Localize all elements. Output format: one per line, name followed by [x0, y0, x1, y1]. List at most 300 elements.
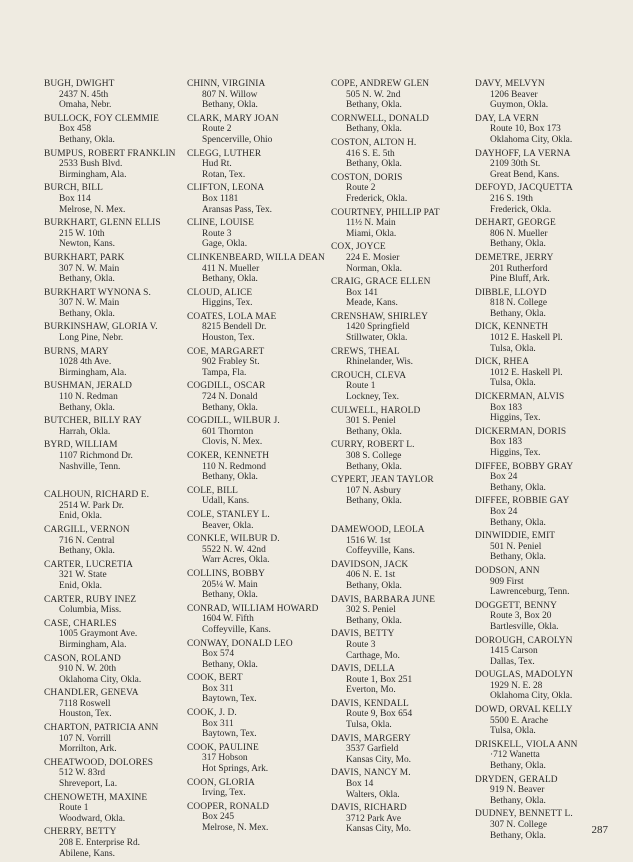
entry-name: DUDNEY, BENNETT L.	[475, 809, 573, 820]
entry-name: DOWD, ORVAL KELLY	[475, 705, 573, 716]
entry-address-line: Hud Rt.	[202, 159, 232, 170]
entry-name: DIBBLE, LLOYD	[475, 287, 547, 298]
directory-entry	[187, 149, 329, 181]
entry-name: CYPERT, JEAN TAYLOR	[331, 475, 434, 486]
entry-address-line: 307 N. College	[490, 820, 548, 830]
entry-name: DOUGLAS, MADOLYN	[475, 670, 574, 681]
entry-name: COKER, KENNETH	[187, 451, 270, 461]
directory-entry	[187, 778, 329, 799]
entry-name: DAYHOFF, LA VERNA	[475, 148, 571, 159]
entry-address-line: Bethany, Okla.	[202, 472, 258, 483]
entry-address-line: 2514 W. Park Dr.	[59, 500, 124, 511]
entry-address-line: Rotan, Tex.	[202, 169, 246, 180]
directory-entry	[475, 357, 625, 389]
entry-address-line: Bethany, Okla.	[490, 517, 546, 528]
entry-name: CLIFTON, LEONA	[187, 183, 265, 194]
page-number: 287	[591, 824, 608, 836]
entry-name: DAY, LA VERN	[475, 113, 539, 124]
entry-name: BUSHMAN, JERALD	[44, 381, 132, 392]
directory-entry	[187, 673, 329, 705]
entry-address-line: Birmingham, Ala.	[59, 169, 127, 180]
entry-name: CLARK, MARY JOAN	[187, 113, 279, 124]
directory-entry	[475, 636, 625, 668]
entry-address-line: Higgins, Tex.	[202, 298, 253, 309]
directory-entry	[475, 566, 625, 598]
entry-address-line: Dallas, Tex.	[490, 656, 535, 667]
entry-address-line: Aransas Pass, Tex.	[202, 204, 272, 215]
entry-address-line: 107 N. Vorrill	[59, 733, 111, 744]
entry-address-line: 1107 Richmond Dr.	[59, 451, 133, 461]
entry-name: CRENSHAW, SHIRLEY	[331, 311, 428, 322]
directory-entry	[331, 664, 473, 696]
entry-name: BURKHART WYNONA S.	[44, 287, 151, 298]
directory-entry	[331, 406, 473, 438]
directory-entry	[187, 569, 329, 601]
entry-address-line: Abilene, Kans.	[59, 848, 115, 859]
directory-entry	[44, 183, 184, 215]
entry-name: COOK, BERT	[187, 673, 243, 684]
entry-address-line: 205¼ W. Main	[202, 579, 258, 590]
entry-address-line: Bethany, Okla.	[59, 134, 115, 145]
entry-address-line: 902 Frabley St.	[202, 357, 260, 368]
entry-address-line: 302 S. Peniel	[346, 605, 396, 616]
entry-name: DAMEWOOD, LEOLA	[331, 524, 425, 535]
directory-entry	[331, 629, 473, 661]
directory-entry	[475, 183, 625, 215]
directory-entry	[44, 347, 184, 379]
entry-address-line: 1516 W. 1st	[346, 535, 391, 546]
entry-address-line: Box 183	[490, 402, 523, 413]
entry-name: CASON, ROLAND	[44, 653, 121, 664]
entry-address-line: Route 1	[59, 803, 89, 814]
entry-address-line: Bethany, Okla.	[346, 580, 402, 591]
directory-entry	[475, 288, 625, 320]
directory-entry	[331, 208, 473, 240]
entry-address-line: Higgins, Tex.	[490, 413, 541, 424]
entry-name: DICK, KENNETH	[475, 322, 549, 333]
directory-column-3	[331, 79, 473, 838]
directory-entry	[475, 601, 625, 633]
entry-name: BURCH, BILL	[44, 183, 103, 194]
directory-entry	[44, 381, 184, 413]
directory-entry	[475, 705, 625, 737]
entry-address-line: 724 N. Donald	[202, 392, 258, 403]
directory-entry	[331, 138, 473, 170]
directory-entry	[331, 347, 473, 368]
entry-address-line: Omaha, Nebr.	[59, 100, 112, 111]
entry-name: DICKERMAN, ALVIS	[475, 392, 565, 403]
directory-entry	[331, 734, 473, 766]
entry-address-line: Clovis, N. Mex.	[202, 437, 263, 448]
entry-address-line: 1012 E. Haskell Pl.	[490, 367, 563, 378]
directory-entry	[331, 173, 473, 205]
entry-address-line: 5522 N. W. 42nd	[202, 544, 266, 555]
entry-address-line: Bethany, Okla.	[346, 159, 402, 170]
directory-entry	[187, 639, 329, 671]
entry-address-line: Enid, Okla.	[59, 511, 102, 522]
entry-name: COGDILL, OSCAR	[187, 381, 266, 392]
entry-name: CHINN, VIRGINIA	[187, 79, 266, 89]
entry-address-line: Walters, Okla.	[346, 789, 400, 800]
entry-name: BULLOCK, FOY CLEMMIE	[44, 113, 159, 124]
entry-address-line: Bethany, Okla.	[346, 124, 402, 135]
entry-address-line: 806 N. Mueller	[490, 228, 548, 239]
directory-entry	[187, 253, 329, 285]
directory-entry	[187, 347, 329, 379]
entry-address-line: Norman, Okla.	[346, 263, 402, 274]
directory-entry	[44, 827, 184, 859]
directory-entry	[331, 595, 473, 627]
directory-column-4	[475, 79, 625, 844]
entry-address-line: Box 311	[202, 683, 234, 694]
entry-address-line: Box 141	[346, 287, 379, 298]
entry-name: DIFFEE, BOBBY GRAY	[475, 461, 574, 472]
entry-name: CONRAD, WILLIAM HOWARD	[187, 603, 319, 614]
directory-entry	[475, 392, 625, 424]
entry-address-line: Columbia, Miss.	[59, 605, 122, 616]
directory-entry	[187, 802, 329, 834]
directory-entry	[475, 322, 625, 354]
directory-entry	[331, 277, 473, 309]
entry-name: CHEATWOOD, DOLORES	[44, 757, 154, 768]
entry-name: CULWELL, HAROLD	[331, 405, 421, 416]
entry-name: DAVIDSON, JACK	[331, 559, 409, 570]
entry-name: CARGILL, VERNON	[44, 524, 130, 535]
entry-address-line: 909 First	[490, 576, 524, 587]
entry-address-line: Box 114	[59, 193, 91, 204]
entry-address-line: Route 9, Box 654	[346, 709, 413, 720]
entry-address-line: 1420 Springfield	[346, 322, 410, 333]
directory-entry	[187, 114, 329, 146]
entry-address-line: Melrose, N. Mex.	[202, 823, 269, 833]
directory-entry	[44, 416, 184, 437]
directory-entry	[44, 149, 184, 181]
entry-name: CARTER, LUCRETIA	[44, 559, 134, 570]
entry-address-line: 807 N. Willow	[202, 89, 258, 100]
entry-name: CONWAY, DONALD LEO	[187, 638, 293, 649]
entry-address-line: Frederick, Okla.	[490, 204, 552, 215]
entry-address-line: Bethany, Okla.	[202, 402, 258, 413]
entry-address-line: 2109 30th St.	[490, 159, 541, 170]
directory-entry	[475, 531, 625, 563]
directory-entry	[44, 79, 184, 111]
entry-address-line: Bethany, Okla.	[346, 100, 402, 111]
entry-address-line: Oklahoma City, Okla.	[490, 134, 573, 145]
entry-name: DOGGETT, BENNY	[475, 600, 557, 611]
entry-address-line: 208 E. Enterprise Rd.	[59, 838, 140, 848]
entry-name: DRISKELL, VIOLA ANN	[475, 739, 578, 750]
directory-entry	[475, 740, 625, 772]
directory-entry	[187, 604, 329, 636]
entry-address-line: Higgins, Tex.	[490, 448, 541, 458]
entry-name: CLINKENBEARD, WILLA DEAN	[187, 252, 325, 263]
entry-name: COSTON, DORIS	[331, 172, 403, 183]
entry-address-line: Rhinelander, Wis.	[346, 357, 414, 368]
entry-address-line: Meade, Kans.	[346, 298, 398, 309]
entry-address-line: Tulsa, Okla.	[490, 343, 536, 354]
directory-entry	[331, 699, 473, 731]
directory-entry	[475, 79, 625, 111]
directory-entry	[44, 525, 184, 557]
directory-entry	[475, 149, 625, 181]
entry-address-line: Coffeyville, Kans.	[202, 624, 271, 635]
entry-address-line: Route 2	[346, 183, 376, 194]
entry-address-line: Route 1	[346, 381, 376, 392]
entry-address-line: 3712 Park Ave	[346, 813, 402, 824]
entry-name: DAVIS, BETTY	[331, 629, 395, 640]
entry-name: BUTCHER, BILLY RAY	[44, 416, 142, 427]
entry-address-line: Bethany, Okla.	[490, 795, 546, 806]
entry-name: CORNWELL, DONALD	[331, 113, 429, 124]
entry-address-line: Box 311	[202, 718, 234, 729]
entry-name: CLOUD, ALICE	[187, 287, 253, 298]
directory-entry	[475, 775, 625, 807]
entry-address-line: Great Bend, Kans.	[490, 169, 560, 180]
directory-entry	[44, 114, 184, 146]
entry-name: CHARTON, PATRICIA ANN	[44, 723, 159, 734]
entry-address-line: Bethany, Okla.	[490, 308, 546, 319]
directory-entry	[44, 218, 184, 250]
entry-address-line: Bethany, Okla.	[59, 274, 115, 285]
entry-address-line: Harrah, Okla.	[59, 426, 111, 437]
directory-entry	[44, 619, 184, 651]
entry-name: DAVIS, RICHARD	[331, 803, 407, 814]
entry-address-line: Route 3, Box 20	[490, 611, 552, 622]
entry-name: COOK, PAULINE	[187, 742, 259, 753]
entry-address-line: Carthage, Mo.	[346, 650, 400, 661]
directory-entry	[475, 253, 625, 285]
entry-address-line: Kansas City, Mo.	[346, 824, 412, 835]
entry-address-line: Bethany, Okla.	[490, 830, 546, 841]
entry-name: BUGH, DWIGHT	[44, 79, 115, 89]
directory-entry	[187, 510, 329, 531]
directory-entry	[331, 440, 473, 472]
entry-address-line: 505 N. W. 2nd	[346, 89, 401, 100]
entry-address-line: 818 N. College	[490, 298, 548, 309]
entry-address-line: Birmingham, Ala.	[59, 367, 127, 378]
entry-address-line: Box 245	[202, 812, 235, 823]
entry-name: CASE, CHARLES	[44, 618, 117, 629]
entry-address-line: ·712 Wanetta	[490, 750, 540, 761]
entry-address-line: Shreveport, La.	[59, 779, 118, 790]
directory-entry	[475, 670, 625, 702]
directory-entry	[187, 381, 329, 413]
entry-name: COLE, STANLEY L.	[187, 509, 270, 520]
entry-name: COSTON, ALTON H.	[331, 137, 417, 148]
entry-name: DAVIS, BARBARA JUNE	[331, 594, 436, 605]
entry-address-line: 308 S. College	[346, 451, 402, 461]
directory-entry	[44, 288, 184, 320]
entry-address-line: Route 2	[202, 124, 232, 135]
directory-entry	[331, 803, 473, 835]
entry-name: BURKHART, GLENN ELLIS	[44, 218, 161, 229]
entry-address-line: Bethany, Okla.	[490, 761, 546, 772]
directory-entry	[331, 371, 473, 403]
entry-name: DAVIS, MARGERY	[331, 733, 411, 744]
entry-address-line: 110 N. Redmond	[202, 461, 266, 472]
directory-entry	[331, 475, 473, 507]
entry-name: COURTNEY, PHILLIP PAT	[331, 207, 440, 218]
entry-address-line: Tulsa, Okla.	[490, 378, 536, 389]
entry-name: COE, MARGARET	[187, 346, 265, 357]
entry-name: DIFFEE, ROBBIE GAY	[475, 496, 570, 507]
entry-name: CROUCH, CLEVA	[331, 370, 407, 381]
entry-address-line: Pine Bluff, Ark.	[490, 274, 550, 285]
directory-entry	[44, 654, 184, 686]
entry-address-line: Box 574	[202, 649, 235, 660]
entry-address-line: Irving, Tex.	[202, 788, 246, 799]
entry-name: BURKINSHAW, GLORIA V.	[44, 322, 158, 333]
directory-entry	[44, 440, 184, 472]
entry-address-line: Kansas City, Mo.	[346, 754, 412, 765]
entry-address-line: Baytown, Tex.	[202, 729, 257, 740]
entry-address-line: 8215 Bendell Dr.	[202, 322, 267, 333]
entry-address-line: Nashville, Tenn.	[59, 461, 121, 472]
directory-entry	[475, 427, 625, 459]
entry-address-line: Box 183	[490, 437, 523, 448]
directory-entry	[44, 688, 184, 720]
entry-address-line: Melrose, N. Mex.	[59, 204, 126, 215]
entry-address-line: Enid, Okla.	[59, 580, 102, 591]
entry-name: CLEGG, LUTHER	[187, 148, 262, 159]
entry-name: COOK, J. D.	[187, 708, 237, 719]
entry-name: DEMETRE, JERRY	[475, 252, 554, 263]
entry-name: COOPER, RONALD	[187, 801, 270, 812]
entry-address-line: Woodward, Okla.	[59, 813, 126, 824]
entry-name: CHANDLER, GENEVA	[44, 688, 139, 699]
entry-name: DEFOYD, JACQUETTA	[475, 183, 573, 194]
entry-name: BURKHART, PARK	[44, 252, 125, 263]
entry-address-line: 7118 Roswell	[59, 698, 111, 709]
entry-address-line: 321 W. State	[59, 570, 107, 581]
entry-address-line: Guymon, Okla.	[490, 100, 549, 111]
entry-name: CARTER, RUBY INEZ	[44, 594, 137, 605]
entry-address-line: Bethany, Okla.	[490, 482, 546, 493]
directory-entry	[187, 708, 329, 740]
entry-name: CRAIG, GRACE ELLEN	[331, 277, 431, 288]
entry-address-line: Route 10, Box 173	[490, 124, 561, 135]
entry-address-line: Birmingham, Ala.	[59, 639, 127, 650]
directory-entry	[44, 723, 184, 755]
entry-address-line: 1028 4th Ave.	[59, 357, 112, 368]
entry-address-line: Bethany, Okla.	[490, 552, 546, 563]
directory-entry	[44, 595, 184, 616]
entry-address-line: Long Pine, Nebr.	[59, 333, 124, 344]
entry-name: DAVIS, KENDALL	[331, 698, 409, 709]
entry-address-line: 416 S. E. 5th	[346, 148, 395, 159]
entry-address-line: Box 458	[59, 124, 92, 135]
directory-entry	[475, 462, 625, 494]
entry-address-line: Lawrenceburg, Tenn.	[490, 587, 570, 598]
directory-entry	[44, 793, 184, 825]
entry-address-line: 1604 W. Fifth	[202, 614, 254, 625]
entry-name: DICK, RHEA	[475, 357, 530, 368]
entry-address-line: Bethany, Okla.	[346, 615, 402, 626]
entry-address-line: Hot Springs, Ark.	[202, 764, 269, 775]
entry-address-line: 215 W. 10th	[59, 228, 105, 239]
directory-entry	[44, 322, 184, 343]
entry-address-line: Houston, Tex.	[59, 709, 112, 720]
entry-address-line: 307 N. W. Main	[59, 298, 120, 309]
entry-address-line: 2533 Bush Blvd.	[59, 159, 123, 170]
directory-entry	[187, 79, 329, 111]
entry-address-line: 2437 N. 45th	[59, 89, 109, 100]
entry-name: COLLINS, BOBBY	[187, 568, 265, 579]
entry-name: DODSON, ANN	[475, 565, 540, 576]
entry-address-line: Route 3	[346, 639, 376, 650]
directory-entry	[475, 496, 625, 528]
entry-address-line: 601 Thornton	[202, 426, 254, 437]
entry-address-line: 1005 Graymont Ave.	[59, 629, 138, 640]
directory-entry	[44, 490, 184, 522]
directory-entry	[187, 486, 329, 507]
entry-name: COLE, BILL	[187, 485, 238, 496]
entry-address-line: 501 N. Peniel	[490, 541, 542, 552]
entry-address-line: 301 S. Peniel	[346, 416, 396, 427]
entry-address-line: Stillwater, Okla.	[346, 333, 408, 344]
entry-name: BUMPUS, ROBERT FRANKLIN	[44, 148, 176, 159]
entry-address-line: 224 E. Mosier	[346, 252, 400, 263]
entry-address-line: 216 S. 19th	[490, 193, 533, 204]
entry-address-line: Bethany, Okla.	[202, 659, 258, 670]
entry-address-line: Bethany, Okla.	[59, 308, 115, 319]
entry-address-line: Spencerville, Ohio	[202, 134, 273, 145]
entry-address-line: 307 N. W. Main	[59, 263, 120, 274]
entry-name: DINWIDDIE, EMIT	[475, 531, 556, 542]
entry-address-line: Frederick, Okla.	[346, 193, 408, 204]
entry-address-line: Oklahoma City, Okla.	[490, 691, 573, 702]
entry-address-line: Bethany, Okla.	[59, 402, 115, 413]
entry-address-line: Bartlesville, Okla.	[490, 621, 559, 632]
entry-address-line: 317 Hobson	[202, 753, 248, 764]
entry-address-line: Bethany, Okla.	[490, 239, 546, 250]
entry-name: DICKERMAN, DORIS	[475, 426, 567, 437]
entry-address-line: 3537 Garfield	[346, 744, 399, 755]
directory-entry	[331, 79, 473, 111]
entry-address-line: 919 N. Beaver	[490, 785, 545, 796]
directory-entry	[331, 242, 473, 274]
directory-entry	[187, 451, 329, 483]
directory-entry	[475, 218, 625, 250]
entry-address-line: Newton, Kans.	[59, 239, 115, 250]
directory-entry	[331, 312, 473, 344]
entry-name: DAVY, MELVYN	[475, 79, 545, 89]
entry-address-line: Bethany, Okla.	[346, 426, 402, 437]
directory-column-2	[187, 79, 329, 837]
directory-entry	[187, 218, 329, 250]
directory-entry	[187, 183, 329, 215]
entry-address-line: 406 N. E. 1st	[346, 570, 396, 581]
entry-address-line: Box 1181	[202, 193, 239, 204]
entry-address-line: Oklahoma City, Okla.	[59, 674, 142, 685]
entry-name: DAVIS, NANCY M.	[331, 768, 411, 779]
entry-name: CURRY, ROBERT L.	[331, 440, 415, 451]
entry-address-line: Everton, Mo.	[346, 685, 396, 696]
directory-entry	[187, 312, 329, 344]
entry-address-line: 910 N. W. 20th	[59, 664, 117, 675]
directory-entry	[187, 743, 329, 775]
entry-address-line: Warr Acres, Okla.	[202, 555, 270, 566]
directory-entry	[331, 525, 473, 557]
directory-entry	[331, 560, 473, 592]
entry-address-line: Bethany, Okla.	[59, 546, 115, 557]
directory-entry	[331, 768, 473, 800]
entry-address-line: Lockney, Tex.	[346, 392, 399, 403]
directory-entry	[331, 114, 473, 135]
entry-address-line: Route 3	[202, 228, 232, 239]
entry-name: COON, GLORIA	[187, 777, 255, 788]
entry-address-line: Bethany, Okla.	[202, 590, 258, 601]
